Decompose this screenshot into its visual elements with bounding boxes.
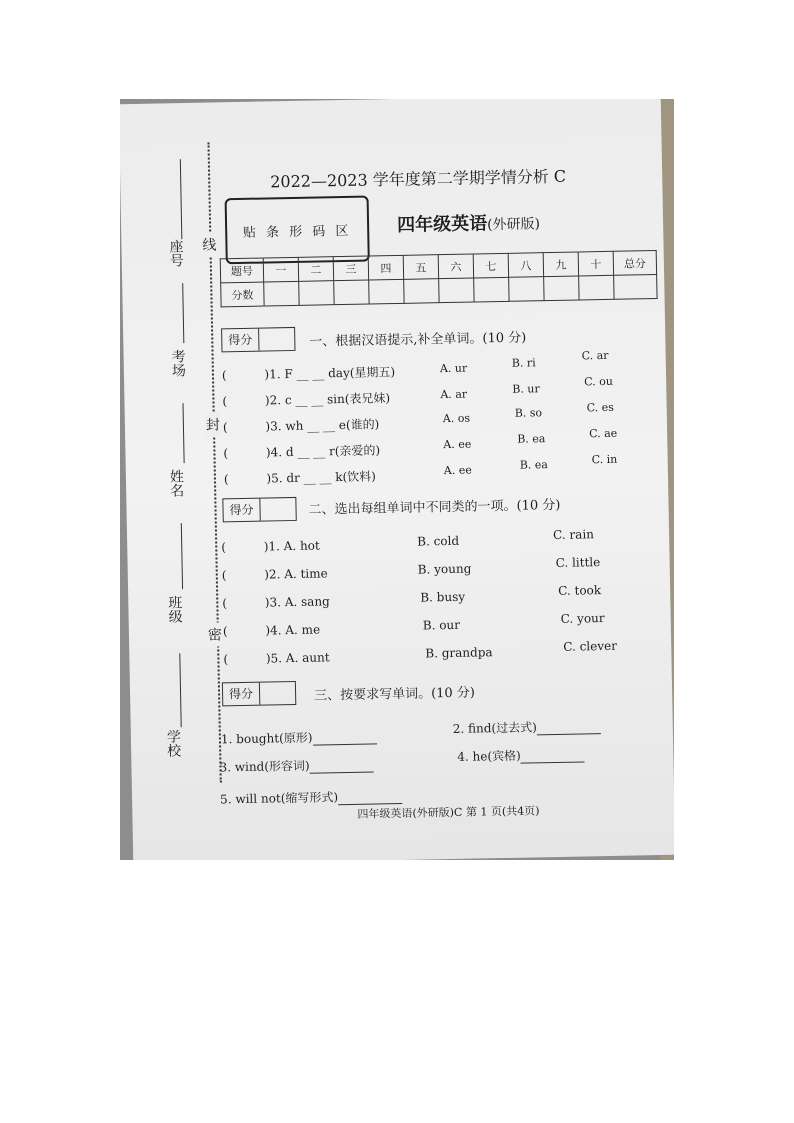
- field-exam-room: 考场: [169, 349, 186, 378]
- score-table-cell: [509, 277, 544, 302]
- option-b: B. so: [514, 406, 543, 420]
- score-table-cell: [614, 274, 657, 299]
- subject-name: 四年级英语: [396, 213, 488, 236]
- field-line: [181, 523, 183, 589]
- section2-title: 二、选出每组单词中不同类的一项。(10 分): [308, 497, 561, 518]
- answer-blank[interactable]: [338, 791, 402, 805]
- score-table-cell: 九: [543, 252, 578, 277]
- seal-char-seal: 封: [206, 412, 220, 436]
- option-b: B. ri: [511, 356, 536, 370]
- question-row: ( )1. F __ __ day(星期五): [221, 365, 396, 383]
- option-c: C. little: [555, 555, 601, 570]
- field-name: 姓名: [167, 469, 185, 498]
- score-table-cell: 七: [473, 253, 508, 278]
- option-a: A. ur: [439, 361, 468, 376]
- score-table-cell: 五: [403, 255, 438, 280]
- option-b: B. grandpa: [425, 645, 493, 661]
- option-a: A. ee: [443, 437, 472, 452]
- score-table-cell: [474, 277, 509, 302]
- score-table: [220, 250, 658, 307]
- option-b: B. ea: [519, 458, 549, 472]
- option-c: C. ar: [581, 348, 609, 363]
- question-row: ( )1. A. hot: [221, 538, 320, 555]
- score-table-cell: 三: [333, 256, 368, 281]
- write-item: 1. bought(原形): [221, 727, 377, 747]
- write-item: 4. he(宾格): [457, 745, 585, 764]
- exam-title: 2022—2023 学年度第二学期学情分析 C: [270, 166, 567, 192]
- question-row: ( )5. dr __ __ k(饮料): [223, 469, 377, 487]
- question-row: ( )4. A. me: [222, 622, 321, 639]
- field-line: [179, 653, 181, 727]
- question-row: ( )4. d __ __ r(亲爱的): [223, 443, 381, 461]
- score-table-cell: [334, 280, 369, 305]
- question-row: ( )3. wh __ __ e(谁的): [222, 417, 380, 435]
- scanned-photo: [120, 99, 674, 860]
- subject-edition: (外研版): [486, 216, 541, 234]
- option-c: C. rain: [552, 527, 595, 543]
- field-school: 学校: [164, 729, 182, 758]
- score-table-cell: [439, 278, 474, 303]
- subject-title: [397, 208, 540, 237]
- answer-blank[interactable]: [312, 731, 376, 745]
- option-b: B. ur: [512, 382, 540, 396]
- write-item: 2. find(过去式): [453, 717, 601, 737]
- score-table-cell: 题号: [220, 258, 263, 283]
- score-table-cell: [544, 276, 579, 301]
- option-b: B. young: [417, 561, 472, 577]
- write-item: 5. will not(缩写形式): [220, 787, 402, 807]
- score-table-cell: [404, 279, 439, 304]
- section1-score-box: [221, 327, 295, 352]
- exam-paper: [120, 99, 674, 860]
- score-table-cell: 十: [578, 251, 613, 276]
- answer-blank[interactable]: [310, 760, 374, 774]
- option-a: A. ar: [440, 387, 468, 402]
- field-seat-number: 座号: [167, 239, 184, 268]
- option-b: B. cold: [417, 533, 460, 549]
- score-label: 得分: [222, 329, 259, 352]
- score-table-cell: 二: [298, 257, 333, 282]
- score-label: 得分: [223, 683, 260, 706]
- write-item: 3. wind(形容词): [219, 756, 373, 776]
- option-a: A. ee: [443, 463, 472, 478]
- page-footer: 四年级英语(外研版)C 第 1 页(共4页): [357, 804, 540, 821]
- option-b: B. our: [422, 617, 461, 633]
- question-row: ( )2. A. time: [221, 566, 328, 583]
- option-c: C. took: [558, 583, 602, 598]
- score-table-cell: 总分: [613, 250, 656, 275]
- score-table-cell: [264, 281, 299, 306]
- barcode-area: 贴 条 形 码 区: [225, 195, 370, 264]
- field-line: [182, 283, 184, 343]
- answer-blank[interactable]: [537, 721, 601, 735]
- option-c: C. ou: [584, 374, 614, 389]
- seal-char-line: 线: [202, 232, 216, 256]
- question-row: ( )5. A. aunt: [223, 650, 330, 667]
- section2-score-box: [222, 497, 296, 522]
- option-c: C. clever: [563, 638, 618, 654]
- score-table-cell: [369, 279, 404, 304]
- field-line: [180, 159, 183, 239]
- question-row: ( )2. c __ __ sin(表兄妹): [222, 391, 391, 409]
- score-table-cell: 四: [368, 255, 403, 280]
- question-row: ( )3. A. sang: [222, 594, 330, 611]
- score-label: 得分: [223, 499, 260, 522]
- answer-blank[interactable]: [521, 749, 585, 763]
- score-table-cell: 一: [263, 257, 298, 282]
- option-a: A. os: [442, 411, 471, 426]
- option-b: B. ea: [517, 432, 546, 446]
- score-table-cell: [579, 275, 614, 300]
- field-class: 班级: [166, 595, 183, 624]
- option-c: C. your: [560, 611, 605, 626]
- section3-title: 三、按要求写单词。(10 分): [313, 685, 476, 704]
- option-c: C. ae: [589, 426, 618, 441]
- section1-title: 一、根据汉语提示,补全单词。(10 分): [309, 330, 527, 350]
- score-table-cell: 六: [438, 254, 473, 279]
- seal-char-secret: 密: [208, 622, 222, 646]
- score-table-cell: [299, 281, 334, 306]
- section3-score-box: [222, 681, 296, 706]
- option-b: B. busy: [420, 589, 466, 605]
- option-c: C. in: [591, 452, 618, 467]
- field-line: [182, 403, 184, 463]
- option-c: C. es: [586, 400, 614, 415]
- score-table-cell: 八: [508, 253, 543, 278]
- score-table-cell: 分数: [221, 282, 264, 307]
